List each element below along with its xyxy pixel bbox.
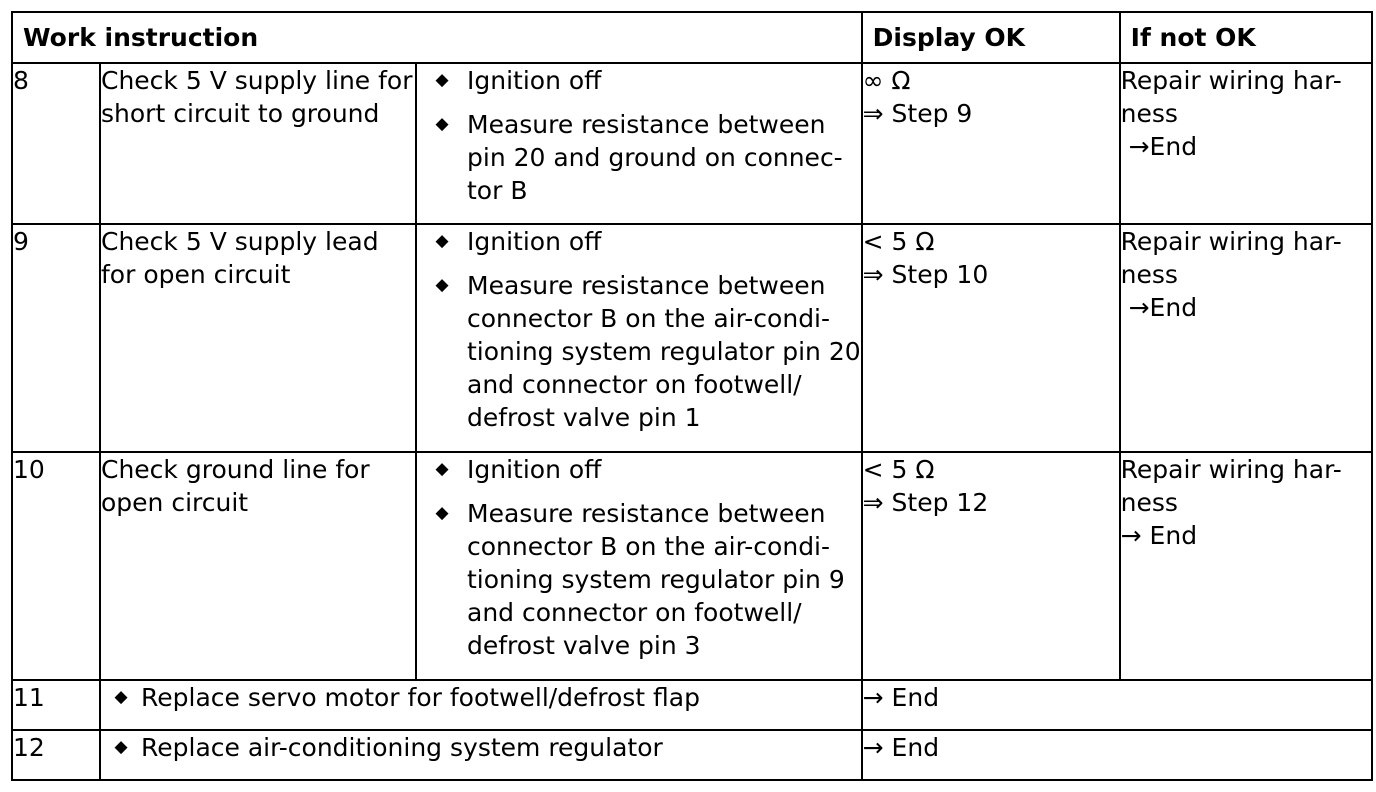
display-value: < 5 Ω (862, 455, 935, 484)
procedure-steps (416, 224, 862, 452)
instruction-cell (100, 680, 862, 730)
table-row (12, 224, 1372, 452)
bullet-line: Measure resistance between (467, 271, 826, 300)
step-number: 8 (12, 63, 100, 224)
step-number: 12 (12, 730, 100, 780)
table-row (12, 452, 1372, 680)
table-row (12, 680, 1372, 730)
remedy-line: →End (1120, 132, 1198, 161)
table-row (12, 63, 1372, 224)
diamond-bullet-icon: ◆ (435, 503, 449, 523)
header-if-not-ok: If not OK (1120, 12, 1372, 63)
bullet-item (417, 64, 861, 97)
bullet-line: and connector on footwell/ (467, 370, 802, 399)
bullet-line: Ignition off (467, 66, 602, 95)
bullet-item (101, 731, 861, 764)
header-display-ok: Display OK (862, 12, 1120, 63)
display-ok-cell (862, 452, 1120, 680)
remedy-line: ness (1120, 260, 1178, 289)
bullet-line: defrost valve pin 3 (467, 631, 701, 660)
remedy-line: ness (1120, 488, 1178, 517)
diamond-bullet-icon: ◆ (114, 687, 128, 707)
display-value: ∞ Ω (862, 66, 911, 95)
procedure-steps (416, 63, 862, 224)
bullet-item (417, 108, 861, 207)
bullet-line: Replace air-conditioning system regulator (141, 733, 663, 762)
bullet-line: Ignition off (467, 455, 602, 484)
remedy-line: ness (1120, 99, 1178, 128)
diamond-bullet-icon: ◆ (435, 275, 449, 295)
display-ok-cell (862, 224, 1120, 452)
work-instruction-table (11, 11, 1373, 781)
diamond-bullet-icon: ◆ (435, 114, 449, 134)
diamond-bullet-icon: ◆ (435, 70, 449, 90)
bullet-line: and connector on footwell/ (467, 598, 802, 627)
remedy-line: → End (1120, 521, 1198, 550)
bullet-line: Ignition off (467, 227, 602, 256)
table-header-row (12, 12, 1372, 63)
step-number: 10 (12, 452, 100, 680)
result-cell: → End (862, 680, 1372, 730)
if-not-ok-cell (1120, 224, 1372, 452)
display-value: < 5 Ω (862, 227, 935, 256)
next-step: ⇒ Step 12 (862, 488, 989, 517)
bullet-line: pin 20 and ground on connec- (467, 143, 843, 172)
procedure-steps (416, 452, 862, 680)
display-ok-cell (862, 63, 1120, 224)
step-number: 9 (12, 224, 100, 452)
bullet-item (417, 225, 861, 258)
check-description (100, 452, 416, 680)
diamond-bullet-icon: ◆ (114, 737, 128, 757)
bullet-item (417, 269, 861, 434)
check-line: Check 5 V supply line for (101, 66, 413, 95)
check-description (100, 63, 416, 224)
bullet-item (101, 681, 861, 714)
diamond-bullet-icon: ◆ (435, 459, 449, 479)
if-not-ok-cell (1120, 452, 1372, 680)
bullet-line: tioning system regulator pin 20 (467, 337, 861, 366)
bullet-line: Measure resistance between (467, 110, 826, 139)
instruction-cell (100, 730, 862, 780)
if-not-ok-cell (1120, 63, 1372, 224)
bullet-line: Replace servo motor for footwell/defrost flap (141, 683, 700, 712)
next-step: ⇒ Step 9 (862, 99, 973, 128)
remedy-line: Repair wiring har- (1120, 455, 1342, 484)
header-work-instruction: Work instruction (12, 12, 862, 63)
bullet-item (417, 497, 861, 662)
check-line: short circuit to ground (101, 99, 380, 128)
remedy-line: Repair wiring har- (1120, 66, 1342, 95)
diamond-bullet-icon: ◆ (435, 231, 449, 251)
check-line: for open circuit (101, 260, 291, 289)
check-line: Check ground line for (101, 455, 370, 484)
bullet-line: connector B on the air-condi- (467, 532, 831, 561)
bullet-line: connector B on the air-condi- (467, 304, 831, 333)
bullet-item (417, 453, 861, 486)
remedy-line: →End (1120, 293, 1198, 322)
result-cell: → End (862, 730, 1372, 780)
bullet-line: Measure resistance between (467, 499, 826, 528)
table-row (12, 730, 1372, 780)
bullet-line: tor B (467, 176, 528, 205)
next-step: ⇒ Step 10 (862, 260, 989, 289)
bullet-line: tioning system regulator pin 9 (467, 565, 845, 594)
check-description (100, 224, 416, 452)
check-line: Check 5 V supply lead (101, 227, 379, 256)
bullet-line: defrost valve pin 1 (467, 403, 701, 432)
check-line: open circuit (101, 488, 249, 517)
remedy-line: Repair wiring har- (1120, 227, 1342, 256)
step-number: 11 (12, 680, 100, 730)
